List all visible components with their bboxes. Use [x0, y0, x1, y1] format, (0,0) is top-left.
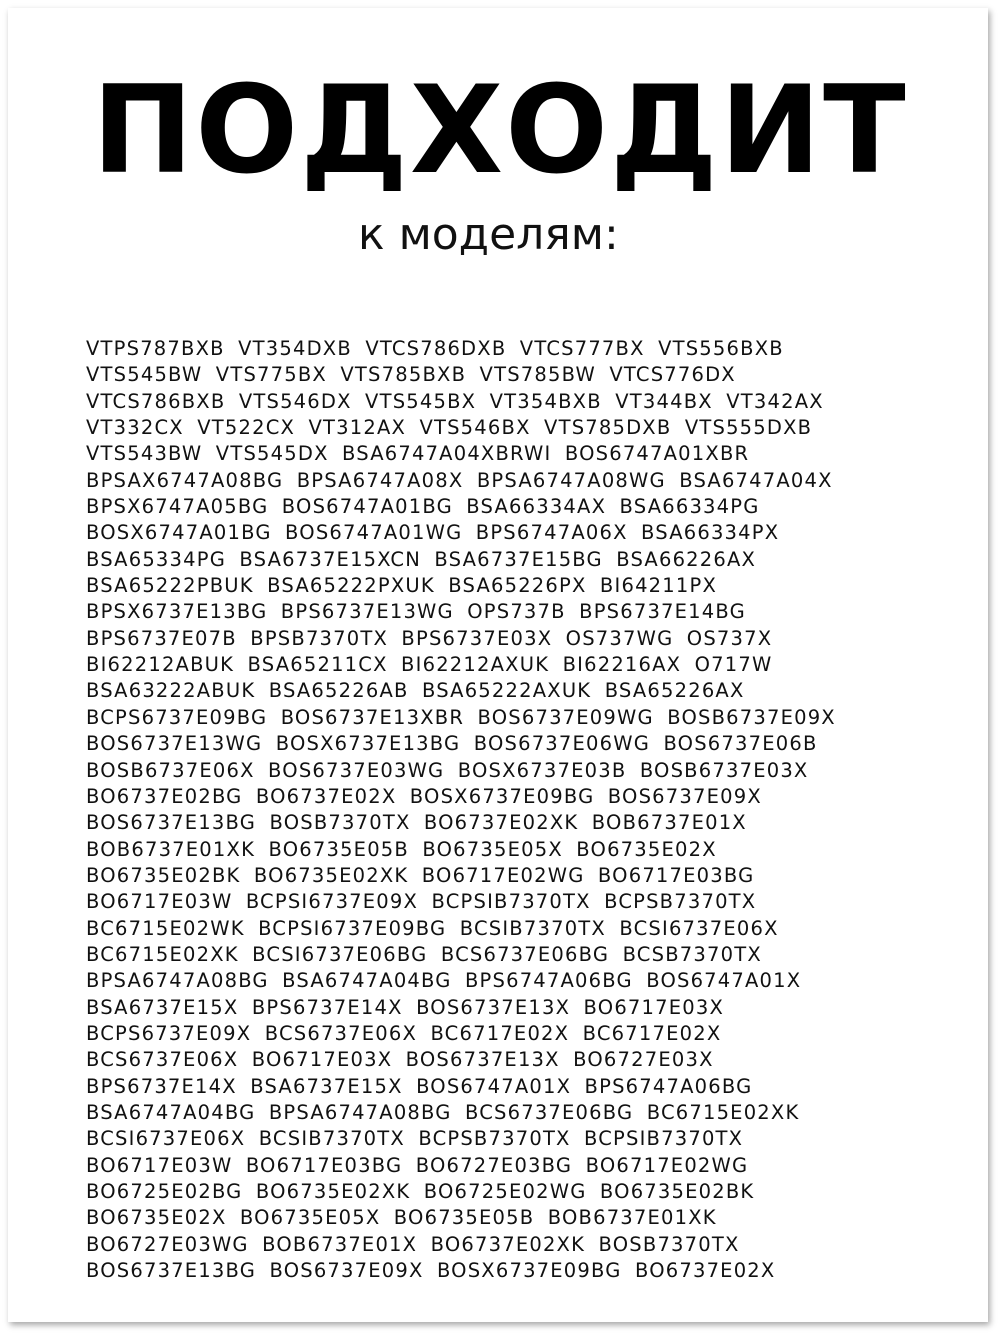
model-list-line: BPSAX6747A08BG BPSA6747A08X BPSA6747A08WG BSA6747A04X	[86, 468, 833, 492]
model-list-line: BCPS6737E09X BCS6737E06X BC6717E02X BC6717E02X	[86, 1021, 722, 1045]
model-list-line: BC6715E02WK BCPSI6737E09BG BCSIB7370TX BCSI6737E06X	[86, 916, 779, 940]
model-list-line: BPS6737E07B BPSB7370TX BPS6737E03X OS737WG OS737X	[86, 626, 773, 650]
model-list-line: BO6717E03W BCPSI6737E09X BCPSIB7370TX BCPSB7370TX	[86, 890, 757, 914]
product-card	[8, 8, 988, 1322]
model-list-line: BI62212ABUK BSA65211CX BI62212AXUK BI62216AX O717W	[86, 653, 773, 677]
model-list-line: BO6725E02BG BO6735E02XK BO6725E02WG BO6735E02BK	[86, 1180, 755, 1203]
model-list-line: VTS543BW VTS545DX BSA6747A04XBRWI BOS6747A01XBR	[86, 442, 750, 466]
model-list-line: BO6735E02BK BO6735E02XK BO6717E02WG BO6717E03BG	[86, 863, 755, 887]
model-list-line: BCS6737E06X BO6717E03X BOS6737E13X BO6727E03X	[86, 1048, 714, 1072]
model-list-line: BPS6737E14X BSA6737E15X BOS6747A01X BPS6747A06BG	[86, 1074, 753, 1098]
model-list-line: BSA6737E15X BPS6737E14X BOS6737E13X BO6717E03X	[86, 995, 725, 1019]
model-list	[86, 336, 946, 1284]
model-list-line: BPSX6747A05BG BOS6747A01BG BSA66334AX BSA66334PG	[86, 495, 760, 519]
model-list-line: BSA65334PG BSA6737E15XCN BSA6737E15BG BSA66226AX	[86, 547, 757, 571]
model-list-line: BSA6747A04BG BPSA6747A08BG BCS6737E06BG BC6715E02XK	[86, 1100, 800, 1124]
model-list-line: VTPS787BXB VT354DXB VTCS786DXB VTCS777BX VTS556BXB	[86, 337, 784, 360]
model-list-line: BC6715E02XK BCSI6737E06BG BCS6737E06BG BCSB7370TX	[86, 942, 762, 966]
model-list-line: BSA63222ABUK BSA65226AB BSA65222AXUK BSA65226AX	[86, 679, 745, 703]
model-list-line: BOS6737E13WG BOSX6737E13BG BOS6737E06WG BOS6737E06B	[86, 732, 818, 756]
model-list-line: BCSI6737E06X BCSIB7370TX BCPSB7370TX BCPSIB7370TX	[86, 1127, 744, 1151]
model-list-line: VTCS786BXB VTS546DX VTS545BX VT354BXB VT344BX VT342AX	[86, 389, 824, 413]
model-list-line: BOS6737E13BG BOS6737E09X BOSX6737E09BG BO6737E02X	[86, 1259, 776, 1283]
page-title: ПОДХОДИТ	[92, 60, 908, 201]
model-list-line: BCPS6737E09BG BOS6737E13XBR BOS6737E09WG BOSB6737E09X	[86, 705, 836, 729]
model-list-line: BSA65222PBUK BSA65222PXUK BSA65226PX BI64211PX	[86, 574, 718, 598]
model-list-line: BOSX6747A01BG BOS6747A01WG BPS6747A06X BSA66334PX	[86, 521, 780, 545]
model-list-line: BOS6737E13BG BOSB7370TX BO6737E02XK BOB6737E01X	[86, 811, 747, 835]
page-subtitle: к моделям:	[358, 209, 619, 260]
model-list-line: BO6735E02X BO6735E05X BO6735E05B BOB6737E01XK	[86, 1206, 717, 1230]
model-list-line: BOB6737E01XK BO6735E05B BO6735E05X BO6735E02X	[86, 837, 717, 861]
model-list-line: BO6727E03WG BOB6737E01X BO6737E02XK BOSB7370TX	[86, 1232, 740, 1256]
model-list-line: VT332CX VT522CX VT312AX VTS546BX VTS785DXB VTS555DXB	[86, 416, 813, 440]
model-list-line: BPSX6737E13BG BPS6737E13WG OPS737B BPS6737E14BG	[86, 600, 746, 624]
model-list-line: BO6737E02BG BO6737E02X BOSX6737E09BG BOS6737E09X	[86, 784, 762, 808]
model-list-line: VTS545BW VTS775BX VTS785BXB VTS785BW VTCS776DX	[86, 363, 736, 387]
model-list-line: BOSB6737E06X BOS6737E03WG BOSX6737E03B BOSB6737E03X	[86, 758, 809, 782]
model-list-line: BO6717E03W BO6717E03BG BO6727E03BG BO6717E02WG	[86, 1153, 749, 1177]
model-list-line: BPSA6747A08BG BSA6747A04BG BPS6747A06BG BOS6747A01X	[86, 969, 802, 993]
